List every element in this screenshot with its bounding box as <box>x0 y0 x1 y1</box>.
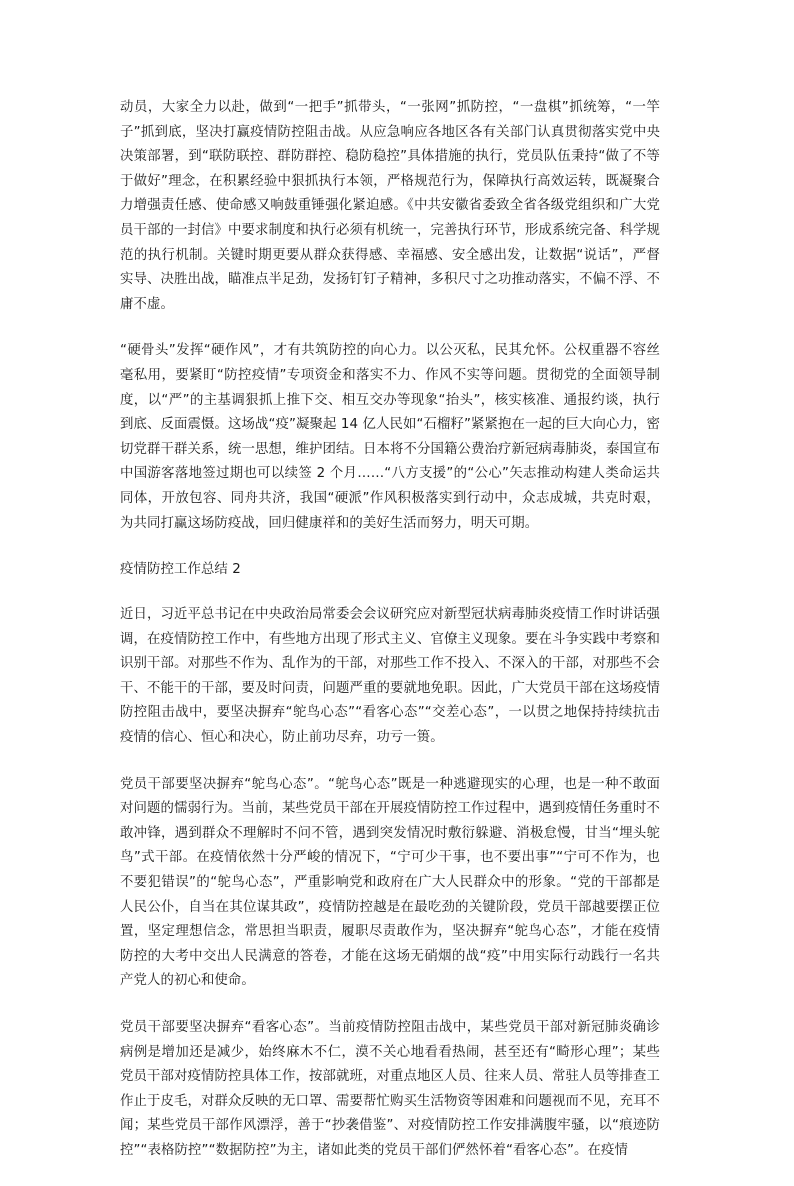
body-paragraph: 动员，大家全力以赴，做到“一把手”抓带头，“一张网”抓防控，“一盘棋”抓统筹，“一竿子”抓到底，坚决打赢疫情防控阻击战。从应急响应各地区各有关部门认真贯彻落实党中央决策部署，到“联防联控、群防群控、稳防稳控”具体措施的执行，党员队伍秉持“做了不等于做好”理念，在积累经验中狠抓执行本领，严格规范行为，保障执行高效运转，既凝聚合力增强责任感、使命感又响鼓重锤强化紧迫感。《中共安徽省委致全省各级党组织和广大党员干部的一封信》中要求制度和执行必须有机统一，完善执行环节，形成系统完备、科学规范的执行机制。关键时期更要从群众获得感、幸福感、安全感出发，让数据“说话”，严督实导、决胜出战，瞄准点半足劲，发扬钉钉子精神，多积尺寸之功推动落实，不偏不浮、不庸不虚。 <box>120 100 660 312</box>
body-paragraph: “硬骨头”发挥“硬作风”，才有共筑防控的向心力。以公灭私，民其允怀。公权重器不容丝毫私用，要紧盯“防控疫情”专项资金和落实不力、作风不实等问题。贯彻党的全面领导制度，以“严”的主基调狠抓上推下交、相互交办等现象“抬头”，核实核准、通报约谈，执行到底、反面震慑。这场战“疫”凝聚起 14 亿人民如“石榴籽”紧紧抱在一起的巨大向心力，密切党群干群关系，统一思想，维护团结。日本将不分国籍公费治疗新冠病毒肺炎，泰国宣布中国游客落地签过期也可以续签 2 个月……“八方支援”的“公心”矢志推动构建人类命运共同体，开放包容、同舟共济，我国“硬派”作风积极落实到行动中，众志成城，共克时艰，为共同打赢这场防疫战，回归健康祥和的美好生活而努力，明天可期。 <box>120 343 660 531</box>
body-paragraph: 近日，习近平总书记在中央政治局常委会会议研究应对新型冠状病毒肺炎疫情工作时讲话强调，在疫情防控工作中，有些地方出现了形式主义、官僚主义现象。要在斗争实践中考察和识别干部。对那些不作为、乱作为的干部，对那些工作不投入、不深入的干部，对那些不会干、不能干的干部，要及时问责，问题严重的要就地免职。因此，广大党员干部在这场疫情防控阻击战中，要坚决摒弃“鸵鸟心态”“看客心态”“交差心态”，一以贯之地保持持续抗击疫情的信心、恒心和决心，防止前功尽弃，功亏一篑。 <box>120 607 660 746</box>
body-paragraph: 党员干部要坚决摒弃“鸵鸟心态”。“鸵鸟心态”既是一种逃避现实的心理，也是一种不敢面对问题的懦弱行为。当前，某些党员干部在开展疫情防控工作过程中，遇到疫情任务重时不敢冲锋，遇到群众不理解时不问不管，遇到突发情况时敷衍躲避、消极怠慢，甘当“埋头鸵鸟”式干部。在疫情依然十分严峻的情况下，“宁可少干事，也不要出事”“宁可不作为，也不要犯错误”的“鸵鸟心态”，严重影响党和政府在广大人民群众中的形象。“党的干部都是人民公仆，自当在其位谋其政”，疫情防控越是在最吃劲的关键阶段，党员干部越要摆正位置，坚定理想信念，常思担当职责，履职尽责敢作为，坚决摒弃“鸵鸟心态”，才能在疫情防控的大考中交出人民满意的答卷，才能在这场无硝烟的战“疫”中用实际行动践行一名共产党人的初心和使命。 <box>120 776 660 989</box>
body-paragraph: 党员干部要坚决摒弃“看客心态”。当前疫情防控阻击战中，某些党员干部对新冠肺炎确诊病例是增加还是减少，始终麻木不仁，漠不关心地看看热闹，甚至还有“畸形心理”；某些党员干部对疫情防控具体工作，按部就班，对重点地区人员、往来人员、常驻人员等排查工作止于皮毛，对群众反映的无口罩、需要帮忙购买生活物资等困难和问题视而不见，充耳不闻；某些党员干部作风漂浮，善于“抄袭借鉴”、对疫情防控工作安排满腹牢骚，以“痕迹防控”“表格防控”“数据防控”为主，诸如此类的党员干部们俨然怀着“看客心态”。在疫情 <box>120 1020 660 1158</box>
section-heading: 疫情防控工作总结 2 <box>120 562 241 578</box>
document-page <box>120 96 660 1186</box>
